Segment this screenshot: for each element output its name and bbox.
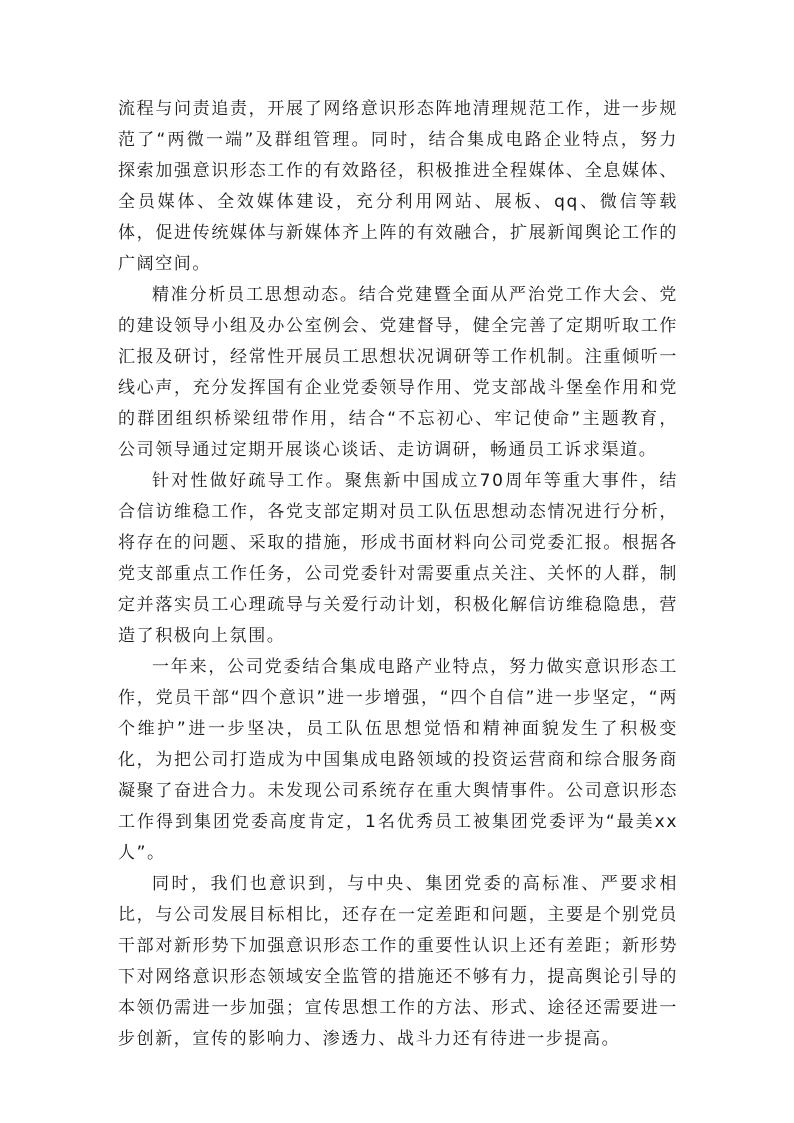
paragraph-employee-thought-analysis: 精准分析员工思想动态。结合党建暨全面从严治党工作大会、党的建设领导小组及办公室例会、党建督导，健全完善了定期听取工作汇报及研讨，经常性开展员工思想状况调研等工作机制。注重倾听一线心声，充分发挥国有企业党委领导作用、党支部战斗堡垒作用和党的群团组织桥梁纽带作用，结合“不忘初心、牢记使命”主题教育，公司领导通过定期开展谈心谈话、走访调研，畅通员工诉求渠道。 xyxy=(118,285,678,460)
paragraph-annual-summary: 一年来，公司党委结合集成电路产业特点，努力做实意识形态工作，党员干部“四个意识”进一步增强，“四个自信”进一步坚定，“两个维护”进一步坚决，员工队伍思想觉悟和精神面貌发生了积极变化，为把公司打造成为中国集成电路领域的投资运营商和综合服务商凝聚了奋进合力。未发现公司系统存在重大舆情事件。公司意识形态工作得到集团党委高度肯定，1名优秀员工被集团党委评为“最美xx人”。 xyxy=(118,657,678,863)
paragraph-guidance-work: 针对性做好疏导工作。聚焦新中国成立70周年等重大事件，结合信访维稳工作，各党支部定期对员工队伍思想动态情况进行分析，将存在的问题、采取的措施，形成书面材料向公司党委汇报。根据各党支部重点工作任务，公司党委针对需要重点关注、关怀的人群，制定并落实员工心理疏导与关爱行动计划，积极化解信访维稳隐患，营造了积极向上氛围。 xyxy=(118,471,678,646)
paragraph-problems: 同时，我们也意识到，与中央、集团党委的高标准、严要求相比，与公司发展目标相比，还存在一定差距和问题，主要是个别党员干部对新形势下加强意识形态工作的重要性认识上还有差距；新形势下对网络意识形态领域安全监管的措施还不够有力，提高舆论引导的本领仍需进一步加强；宣传思想工作的方法、形式、途径还需要进一步创新，宣传的影响力、渗透力、战斗力还有待进一步提高。 xyxy=(118,874,678,1049)
paragraph-continuation: 流程与问责追责，开展了网络意识形态阵地清理规范工作，进一步规范了“两微一端”及群组管理。同时，结合集成电路企业特点，努力探索加强意识形态工作的有效路径，积极推进全程媒体、全息媒体、全员媒体、全效媒体建设，充分利用网站、展板、qq、微信等载体，促进传统媒体与新媒体齐上阵的有效融合，扩展新闻舆论工作的广阔空间。 xyxy=(118,99,678,274)
document-page xyxy=(118,94,678,1055)
